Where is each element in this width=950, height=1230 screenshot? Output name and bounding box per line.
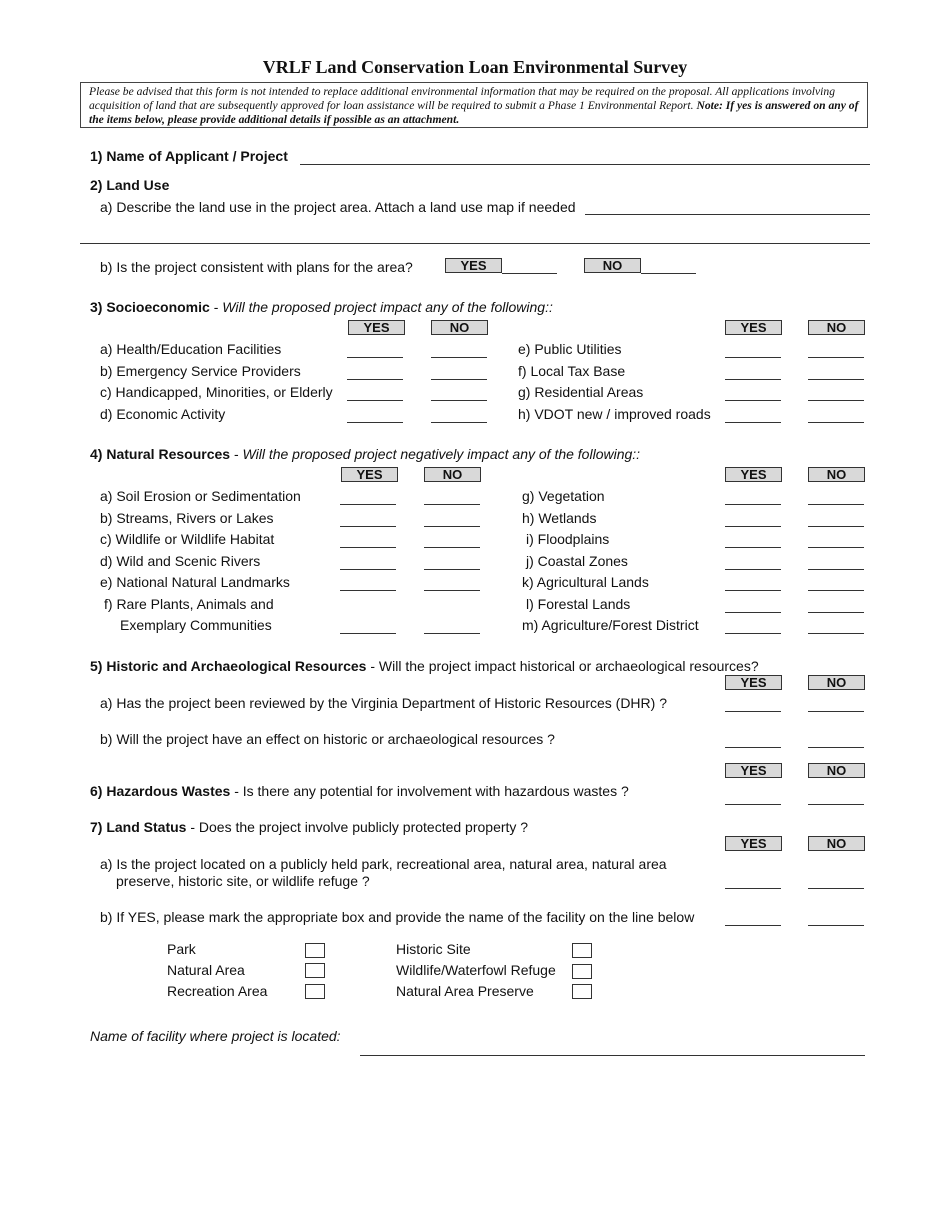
question-label: h) VDOT new / improved roads [518,405,711,422]
s4-right-1-yes-blank[interactable] [725,526,781,527]
s3-right-3-no-blank[interactable] [808,422,864,423]
s3-right-0-no-blank[interactable] [808,357,864,358]
facility-type-label-natural-area: Natural Area [167,962,245,978]
yes-label: YES [725,675,782,690]
land-status-question-b: b) If YES, please mark the appropriate box and provide the name of the facility on the line below [100,909,695,925]
s4-left-3-yes-blank[interactable] [340,569,396,570]
s3-left-3-no-blank[interactable] [431,422,487,423]
s4-right-1-no-blank[interactable] [808,526,864,527]
natural-resources-heading: 4) Natural Resources [90,446,231,462]
facility-type-label-wildlife-refuge: Wildlife/Waterfowl Refuge [396,962,556,978]
question-label: c) Handicapped, Minorities, or Elderly [100,384,333,400]
s3-left-0-yes-blank[interactable] [347,357,403,358]
s3-left-1-no-blank[interactable] [431,379,487,380]
yes-label: YES [725,836,782,851]
s3-left-2-yes-blank[interactable] [347,400,403,401]
question-label: d) Economic Activity [100,405,226,422]
question-label: e) National Natural Landmarks [100,574,290,590]
yes-label: YES [445,258,502,273]
land-status-prompt: - Does the project involve publicly protected property ? [186,819,529,835]
historic-b-yes-blank[interactable] [725,747,781,748]
applicant-name-field[interactable] [300,164,870,165]
question-label: b) Emergency Service Providers [100,362,301,379]
socioeconomic-separator: - [209,299,223,315]
applicant-name-label: 1) Name of Applicant / Project [90,148,288,164]
yes-label: YES [725,763,782,778]
s4-left-4-yes-blank[interactable] [340,590,396,591]
facility-type-label-natural-area-preserve: Natural Area Preserve [396,983,534,999]
s3-right-1-yes-blank[interactable] [725,379,781,380]
park-checkbox[interactable] [305,943,325,958]
notice-box [80,82,868,128]
notice-note: Note: If yes is answered on any of the items below, please provide additional details if possible as an attachment. [89,99,859,126]
question-label: f) Rare Plants, Animals and [104,595,274,612]
socioeconomic-heading-line [90,299,553,316]
s4-right-4-yes-blank[interactable] [725,590,781,591]
wildlife-refuge-checkbox[interactable] [572,964,592,979]
land-use-b-yes-blank[interactable] [502,273,557,274]
yes-label: YES [348,320,405,335]
land-status-b-yes-blank[interactable] [725,925,781,926]
s4-right-5-no-blank[interactable] [808,612,864,613]
historic-question-a: a) Has the project been reviewed by the Virginia Department of Historic Resources (DHR) ? [100,695,667,711]
land-use-b-no-blank[interactable] [641,273,696,274]
s4-right-0-yes-blank[interactable] [725,504,781,505]
socioeconomic-heading: 3) Socioeconomic [90,299,210,315]
natural-area-checkbox[interactable] [305,963,325,978]
s4-right-3-yes-blank[interactable] [725,569,781,570]
question-label: f) Local Tax Base [518,362,626,379]
s4-right-5-yes-blank[interactable] [725,612,781,613]
socioeconomic-prompt: Will the proposed project impact any of the following:: [222,299,553,315]
facility-name-field[interactable] [360,1055,865,1056]
no-label: NO [808,836,865,851]
land-status-question-a-line1: a) Is the project located on a publicly held park, recreational area, natural area, natural area [100,856,667,872]
historic-heading-line [90,658,759,675]
no-label: NO [584,258,641,273]
s4-right-0-no-blank[interactable] [808,504,864,505]
historic-a-yes-blank[interactable] [725,711,781,712]
s3-left-1-yes-blank[interactable] [347,379,403,380]
s3-right-0-yes-blank[interactable] [725,357,781,358]
natural-resources-prompt: Will the proposed project negatively impact any of the following:: [242,446,641,462]
land-use-question-a: a) Describe the land use in the project area. Attach a land use map if needed [100,199,576,215]
form-title: VRLF Land Conservation Loan Environmental Survey [262,57,688,77]
historic-prompt: - Will the project impact historical or archaeological resources? [366,658,759,674]
land-use-description-field-continued[interactable] [80,243,870,244]
historic-a-no-blank[interactable] [808,711,864,712]
s4-left-2-yes-blank[interactable] [340,547,396,548]
s4-right-6-no-blank[interactable] [808,633,864,634]
question-label: h) Wetlands [522,509,597,526]
no-label: NO [808,320,865,335]
question-label: m) Agriculture/Forest District [522,617,699,633]
historic-b-no-blank[interactable] [808,747,864,748]
s4-right-3-no-blank[interactable] [808,569,864,570]
s4-left-3-no-blank[interactable] [424,569,480,570]
question-label: i) Floodplains [526,531,610,547]
s4-left-1-yes-blank[interactable] [340,526,396,527]
hazardous-heading-line [90,783,629,800]
no-label: NO [808,467,865,482]
recreation-area-checkbox[interactable] [305,984,325,999]
no-label: NO [424,467,481,482]
question-label: g) Vegetation [522,488,605,504]
s4-left-4-no-blank[interactable] [424,590,480,591]
yes-label: YES [725,320,782,335]
hazardous-yes-blank[interactable] [725,804,781,805]
historic-heading: 5) Historic and Archaeological Resources [90,658,367,674]
question-label: c) Wildlife or Wildlife Habitat [100,531,275,547]
no-label: NO [808,675,865,690]
hazardous-heading: 6) Hazardous Wastes [90,783,231,799]
s3-right-3-yes-blank[interactable] [725,422,781,423]
question-label: k) Agricultural Lands [522,574,649,590]
s3-left-3-yes-blank[interactable] [347,422,403,423]
s3-left-2-no-blank[interactable] [431,400,487,401]
facility-name-label: Name of facility where project is located: [90,1028,341,1044]
hazardous-no-blank[interactable] [808,804,864,805]
question-label: d) Wild and Scenic Rivers [100,552,261,569]
land-status-heading: 7) Land Status [90,819,187,835]
question-label: e) Public Utilities [518,341,622,357]
question-label: Exemplary Communities [120,617,272,633]
no-label: NO [431,320,488,335]
land-status-a-yes-blank[interactable] [725,888,781,889]
s4-left-1-no-blank[interactable] [424,526,480,527]
natural-area-preserve-checkbox[interactable] [572,984,592,999]
question-label: j) Coastal Zones [526,552,628,569]
s4-left-2-no-blank[interactable] [424,547,480,548]
s3-right-2-yes-blank[interactable] [725,400,781,401]
s4-right-2-yes-blank[interactable] [725,547,781,548]
land-use-heading: 2) Land Use [90,177,170,193]
land-status-question-a-line2: preserve, historic site, or wildlife refuge ? [116,873,370,889]
s4-right-4-no-blank[interactable] [808,590,864,591]
s4-right-6-yes-blank[interactable] [725,633,781,634]
notice-text: Please be advised that this form is not intended to replace additional environmental information that may be required on the proposal. All applications involving acquisition of land that are subsequently approved for loan assistance will be required to submit a Phase 1 Environmental Report. [89,85,835,112]
land-status-b-no-blank[interactable] [808,925,864,926]
no-label: NO [808,763,865,778]
s3-right-2-no-blank[interactable] [808,400,864,401]
s4-left-0-no-blank[interactable] [424,504,480,505]
s4-left-0-yes-blank[interactable] [340,504,396,505]
land-status-a-no-blank[interactable] [808,888,864,889]
question-label: l) Forestal Lands [526,595,631,612]
facility-type-label-recreation-area: Recreation Area [167,983,268,999]
yes-label: YES [725,467,782,482]
land-status-heading-line [90,819,528,836]
natural-resources-heading-line [90,446,640,463]
land-use-question-b: b) Is the project consistent with plans for the area? [100,259,413,275]
s3-left-0-no-blank[interactable] [431,357,487,358]
question-label: g) Residential Areas [518,384,644,400]
facility-type-label-historic-site: Historic Site [396,941,471,957]
natural-resources-separator: - [230,446,243,462]
yes-label: YES [341,467,398,482]
s4-left-6-yes-blank[interactable] [340,633,396,634]
facility-type-label-park: Park [167,941,196,957]
historic-site-checkbox[interactable] [572,943,592,958]
s4-right-2-no-blank[interactable] [808,547,864,548]
question-label: a) Health/Education Facilities [100,341,282,357]
land-use-description-field[interactable] [585,214,870,215]
hazardous-prompt: - Is there any potential for involvement with hazardous wastes ? [230,783,629,799]
question-label: b) Streams, Rivers or Lakes [100,509,274,526]
s3-right-1-no-blank[interactable] [808,379,864,380]
question-label: a) Soil Erosion or Sedimentation [100,488,301,504]
s4-left-6-no-blank[interactable] [424,633,480,634]
historic-question-b: b) Will the project have an effect on historic or archaeological resources ? [100,731,555,747]
